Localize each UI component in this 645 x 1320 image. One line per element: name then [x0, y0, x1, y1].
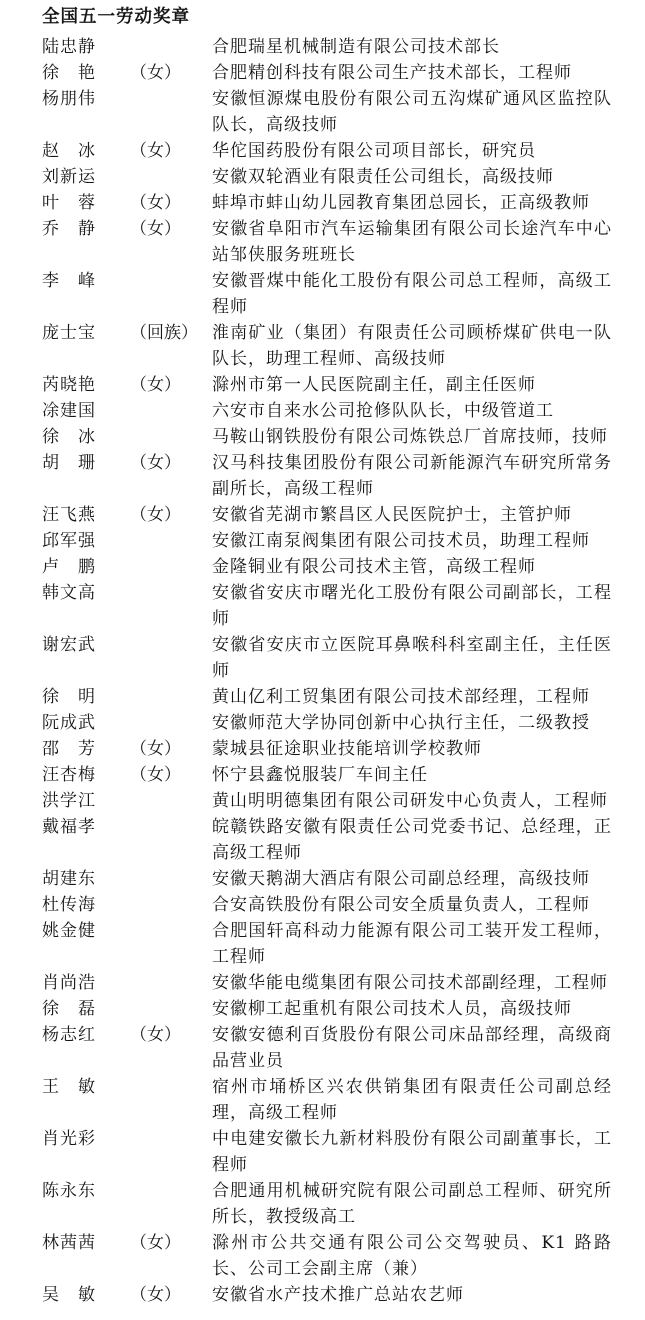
- recipient-description: 安徽安德利百货股份有限公司床品部经理，高级商品营业员: [212, 1025, 612, 1071]
- list-item: [42, 736, 612, 762]
- recipient-name: 林茜茜: [42, 1233, 96, 1253]
- recipient-description: 安徽恒源煤电股份有限公司五沟煤矿通风区监控队队长，高级技师: [212, 89, 612, 135]
- list-item: [42, 710, 612, 736]
- list-item: [42, 190, 612, 216]
- list-item: [42, 398, 612, 424]
- list-item: [42, 970, 612, 996]
- recipient-name: 陆忠静: [42, 37, 96, 57]
- recipient-name: 谢宏武: [42, 635, 96, 655]
- recipient-name: 吴 敏: [42, 1285, 96, 1305]
- list-item: [42, 554, 612, 580]
- recipient-name: 徐 明: [42, 687, 96, 707]
- list-item: [42, 762, 612, 788]
- recipient-description: 滁州市第一人民医院副主任，副主任医师: [212, 375, 536, 395]
- recipient-name: 李 峰: [42, 271, 96, 291]
- recipient-name: 杜传海: [42, 895, 96, 915]
- list-item: [42, 528, 612, 554]
- list-item: [42, 138, 612, 164]
- recipient-name: 胡建东: [42, 869, 96, 889]
- recipient-name: 肖光彩: [42, 1129, 96, 1149]
- recipient-description: 合安高铁股份有限公司安全质量负责人，工程师: [212, 895, 590, 915]
- list-item: [42, 918, 612, 970]
- recipient-marker: （女）: [130, 219, 181, 239]
- recipient-name: 戴福孝: [42, 817, 96, 837]
- recipient-description: 中电建安徽长九新材料股份有限公司副董事长，工程师: [212, 1129, 612, 1175]
- recipient-name: 徐 磊: [42, 999, 96, 1019]
- recipient-name: 芮晓艳: [42, 375, 96, 395]
- recipient-description: 安徽天鹅湖大酒店有限公司副总经理，高级技师: [212, 869, 590, 889]
- recipient-description: 合肥国轩高科动力能源有限公司工装开发工程师，工程师: [212, 921, 612, 967]
- list-item: [42, 60, 612, 86]
- recipient-name: 庞士宝: [42, 323, 96, 343]
- recipient-description: 安徽省阜阳市汽车运输集团有限公司长途汽车中心站邹侠服务班班长: [212, 219, 612, 265]
- list-item: [42, 788, 612, 814]
- recipient-name: 杨朋伟: [42, 89, 96, 109]
- list-item: [42, 996, 612, 1022]
- list-item: [42, 1178, 612, 1230]
- recipient-name: 叶 蓉: [42, 193, 96, 213]
- recipient-marker: （女）: [130, 453, 181, 473]
- recipient-description: 安徽晋煤中能化工股份有限公司总工程师，高级工程师: [212, 271, 612, 317]
- recipient-name: 杨志红: [42, 1025, 96, 1045]
- recipient-description: 安徽师范大学协同创新中心执行主任，二级教授: [212, 713, 590, 733]
- recipient-name: 邵 芳: [42, 739, 96, 759]
- recipient-description: 安徽华能电缆集团有限公司技术部副经理，工程师: [212, 973, 608, 993]
- recipient-description: 宿州市埇桥区兴农供销集团有限责任公司副总经理，高级工程师: [212, 1077, 612, 1123]
- list-item: [42, 1230, 612, 1282]
- recipient-description: 怀宁县鑫悦服装厂车间主任: [212, 765, 428, 785]
- recipient-name: 姚金健: [42, 921, 96, 941]
- recipient-marker: （女）: [130, 505, 181, 525]
- recipient-description: 滁州市公共交通有限公司公交驾驶员、K1 路路长、公司工会副主席（兼）: [212, 1233, 612, 1279]
- recipient-description: 安徽省安庆市曙光化工股份有限公司副部长，工程师: [212, 583, 612, 629]
- recipient-marker: （女）: [130, 63, 181, 83]
- recipient-description: 黄山明明德集团有限公司研发中心负责人，工程师: [212, 791, 608, 811]
- recipient-description: 黄山亿利工贸集团有限公司技术部经理，工程师: [212, 687, 590, 707]
- recipient-description: 六安市自来水公司抢修队队长，中级管道工: [212, 401, 554, 421]
- recipient-marker: （回族）: [130, 323, 198, 343]
- recipient-description: 安徽江南泵阀集团有限公司技术员，助理工程师: [212, 531, 590, 551]
- list-item: [42, 502, 612, 528]
- recipient-name: 王 敏: [42, 1077, 96, 1097]
- recipient-name: 韩文高: [42, 583, 96, 603]
- list-item: [42, 632, 612, 684]
- recipient-description: 安徽省芜湖市繁昌区人民医院护士，主管护师: [212, 505, 572, 525]
- recipient-name: 汪杏梅: [42, 765, 96, 785]
- recipient-marker: （女）: [130, 375, 181, 395]
- list-item: [42, 320, 612, 372]
- recipient-description: 合肥精创科技有限公司生产技术部长，工程师: [212, 63, 572, 83]
- recipient-description: 马鞍山钢铁股份有限公司炼铁总厂首席技师，技师: [212, 427, 608, 447]
- recipient-name: 邱军强: [42, 531, 96, 551]
- recipient-marker: （女）: [130, 193, 181, 213]
- recipient-marker: （女）: [130, 1233, 181, 1253]
- list-item: [42, 86, 612, 138]
- document-title: 全国五一劳动奖章: [42, 7, 190, 27]
- list-item: [42, 866, 612, 892]
- recipient-name: 汪飞燕: [42, 505, 96, 525]
- list-item: [42, 268, 612, 320]
- recipient-name: 刘新运: [42, 167, 96, 187]
- list-item: [42, 1126, 612, 1178]
- list-item: [42, 424, 612, 450]
- recipient-description: 汉马科技集团股份有限公司新能源汽车研究所常务副所长，高级工程师: [212, 453, 612, 499]
- list-item: [42, 34, 612, 60]
- recipient-description: 安徽省安庆市立医院耳鼻喉科科室副主任，主任医师: [212, 635, 612, 681]
- recipient-description: 金隆铜业有限公司技术主管，高级工程师: [212, 557, 536, 577]
- list-item: [42, 164, 612, 190]
- recipient-name: 徐 艳: [42, 63, 96, 83]
- list-item: [42, 1074, 612, 1126]
- recipient-name: 乔 静: [42, 219, 96, 239]
- recipient-name: 陈永东: [42, 1181, 96, 1201]
- list-item: [42, 814, 612, 866]
- recipient-name: 胡 珊: [42, 453, 96, 473]
- recipient-description: 华佗国药股份有限公司项目部长，研究员: [212, 141, 536, 161]
- recipient-name: 阮成武: [42, 713, 96, 733]
- recipient-description: 合肥瑞星机械制造有限公司技术部长: [212, 37, 500, 57]
- list-item: [42, 580, 612, 632]
- recipient-description: 安徽双轮酒业有限责任公司组长，高级技师: [212, 167, 554, 187]
- recipient-description: 安徽省水产技术推广总站农艺师: [212, 1285, 464, 1305]
- recipient-name: 卢 鹏: [42, 557, 96, 577]
- recipient-marker: （女）: [130, 1285, 181, 1305]
- recipient-list: [42, 34, 612, 1308]
- list-item: [42, 216, 612, 268]
- recipient-description: 蒙城县征途职业技能培训学校教师: [212, 739, 482, 759]
- recipient-marker: （女）: [130, 739, 181, 759]
- list-item: [42, 450, 612, 502]
- recipient-description: 安徽柳工起重机有限公司技术人员，高级技师: [212, 999, 572, 1019]
- recipient-name: 凃建国: [42, 401, 96, 421]
- recipient-marker: （女）: [130, 141, 181, 161]
- recipient-description: 皖赣铁路安徽有限责任公司党委书记、总经理，正高级工程师: [212, 817, 612, 863]
- recipient-description: 淮南矿业（集团）有限责任公司顾桥煤矿供电一队队长，助理工程师、高级技师: [212, 323, 612, 369]
- list-item: [42, 892, 612, 918]
- recipient-name: 洪学江: [42, 791, 96, 811]
- recipient-name: 赵 冰: [42, 141, 96, 161]
- list-item: [42, 684, 612, 710]
- recipient-name: 肖尚浩: [42, 973, 96, 993]
- list-item: [42, 1282, 612, 1308]
- list-item: [42, 1022, 612, 1074]
- recipient-description: 蚌埠市蚌山幼儿园教育集团总园长，正高级教师: [212, 193, 590, 213]
- recipient-marker: （女）: [130, 1025, 181, 1045]
- recipient-description: 合肥通用机械研究院有限公司副总工程师、研究所所长，教授级高工: [212, 1181, 612, 1227]
- list-item: [42, 372, 612, 398]
- recipient-name: 徐 冰: [42, 427, 96, 447]
- recipient-marker: （女）: [130, 765, 181, 785]
